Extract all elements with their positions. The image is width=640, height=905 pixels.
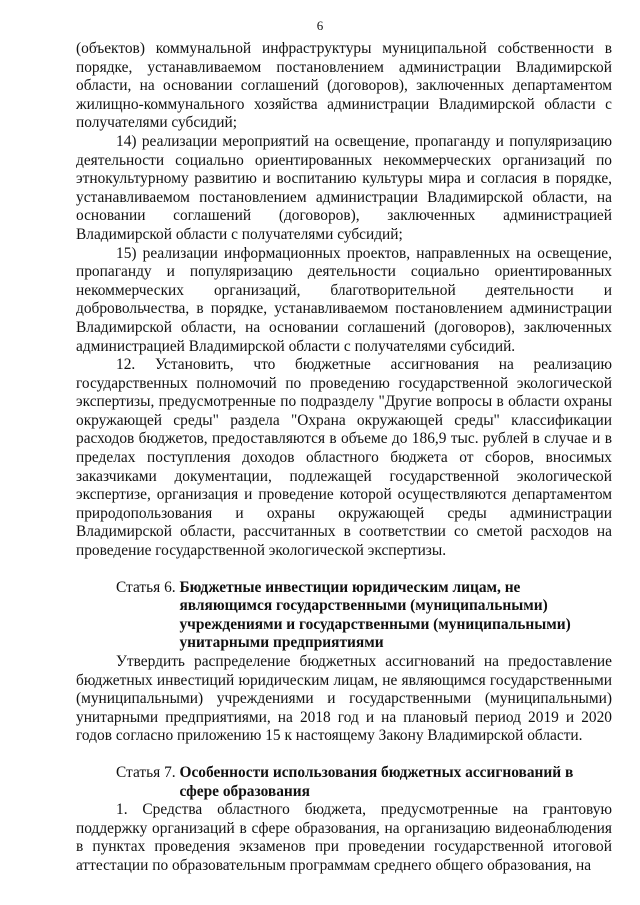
article-6-text: Утвердить распределение бюджетных ассигнований на предоставление бюджетных инвестиций юридическим лицам, не являющимся государственными (муниципальными) учреждениями и государственными (муниципальными) унитарными предприятиями, на 2018 год и на плановый период 2019 и 2020 годов согласно приложению 15 к настоящему Закону Владимирской области. <box>76 653 612 745</box>
article-6-heading <box>76 579 612 653</box>
article-7-title: Особенности использования бюджетных ассигнований в сфере образования <box>179 763 574 800</box>
paragraph-item-12: 12. Установить, что бюджетные ассигнования на реализацию государственных полномочий по проведению государственной экологической экспертизы, предусмотренные по подразделу "Другие вопросы в области охраны окружающей среды" раздела "Охрана окружающей среды" классификации расходов бюджетов, предоставляются в объеме до 186,9 тыс. рублей в случае и в пределах поступления доходов областного бюджета от сборов, вносимых заказчиками документации, подлежащей государственной экологической экспертизе, организация и проведение которой осуществляются департаментом природопользования и охраны окружающей среды администрации Владимирской области, рассчитанных в соответствии со сметой расходов на проведение государственной экологической экспертизы. <box>76 356 612 560</box>
article-7-heading <box>76 764 612 801</box>
article-6-title: Бюджетные инвестиции юридическим лицам, не являющимся государственными (муниципальными) учреждениями и государственными (муниципальными) унитарными предприятиями <box>179 578 571 652</box>
article-7-number: Статья 7. <box>116 763 180 781</box>
document-body <box>76 40 612 876</box>
paragraph-item-15: 15) реализации информационных проектов, направленных на освещение, пропаганду и популяризацию деятельности социально ориентированных некоммерческих организаций, благотворительной деятельности и добровольчества, в порядке, устанавливаемом постановлением администрации Владимирской области, на основании соглашений (договоров), заключенных администрацией Владимирской области с получателями субсидий. <box>76 244 612 355</box>
article-7-text: 1. Средства областного бюджета, предусмотренные на грантовую поддержку организаций в сфере образования, на организацию видеонаблюдения в пунктах проведения экзаменов при проведении государственной итоговой аттестации по образовательным программам среднего общего образования, на <box>76 801 612 874</box>
article-6-number: Статья 6. <box>116 578 180 596</box>
paragraph-item-14: 14) реализации мероприятий на освещение, пропаганду и популяризацию деятельности социально ориентированных некоммерческих организаций по этнокультурному развитию и воспитанию культуры мира и согласия в порядке, устанавливаемом постановлением администрации Владимирской области, на основании соглашений (договоров), заключенных администрацией Владимирской области с получателями субсидий; <box>76 132 612 243</box>
page-number: 6 <box>316 18 324 33</box>
paragraph-continuation: (объектов) коммунальной инфраструктуры муниципальной собственности в порядке, устанавливаемом постановлением администрации Владимирской области, на основании соглашений (договоров), заключенных департаментом жилищно-коммунального хозяйства администрации Владимирской области с получателями субсидий; <box>76 40 612 132</box>
